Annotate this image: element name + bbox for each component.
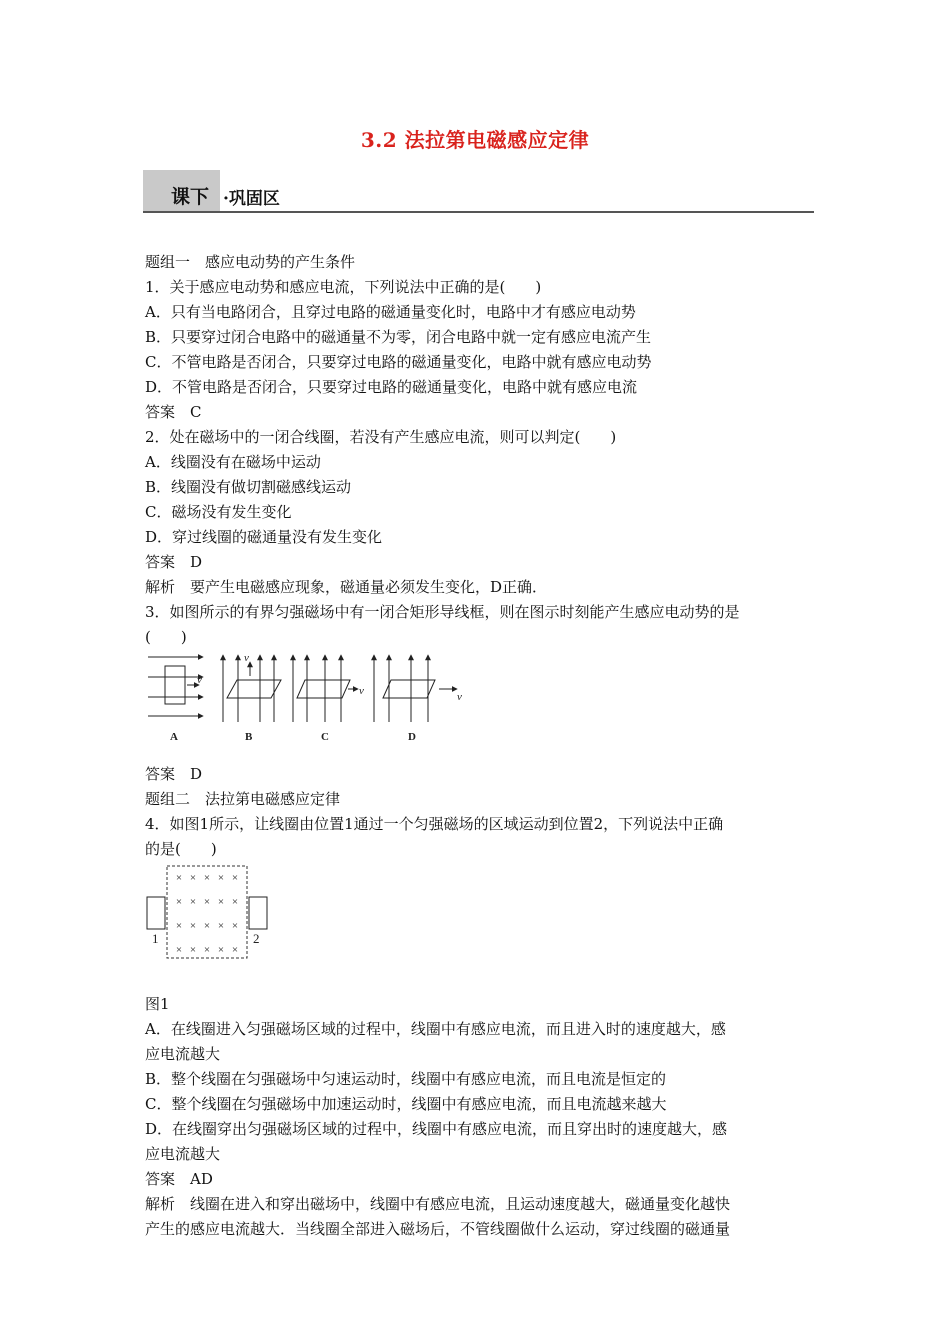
figure-3-label-d: D	[408, 731, 416, 743]
field-cross-icon: ×	[217, 920, 225, 932]
figure-3-option-c	[293, 655, 358, 722]
question-1-option-c: C．不管电路是否闭合，只要穿过电路的磁通量变化，电路中就有感应电动势	[145, 353, 652, 371]
question-1-option-b: B．只要穿过闭合电路中的磁通量不为零，闭合电路中就一定有感应电流产生	[145, 328, 652, 346]
field-cross-icon: ×	[203, 872, 211, 884]
page-title: 3.2 法拉第电磁感应定律	[360, 128, 590, 152]
field-cross-icon: ×	[175, 944, 183, 956]
figure-1-magnetic-field	[145, 864, 275, 964]
position-1-label: 1	[152, 931, 159, 946]
question-4-option-a-line-1: A．在线圈进入匀强磁场区域的过程中，线圈中有感应电流，而且进入时的速度越大，感	[145, 1020, 726, 1038]
exercise-content	[145, 250, 810, 1242]
field-cross-icon: ×	[189, 872, 197, 884]
field-cross-icon: ×	[217, 896, 225, 908]
figure-1-caption: 图1	[145, 995, 170, 1013]
figure-3-velocity-a: v	[197, 674, 202, 686]
question-1-option-d: D．不管电路是否闭合，只要穿过电路的磁通量变化，电路中就有感应电流	[145, 378, 638, 396]
question-2-option-a: A．线圈没有在磁场中运动	[145, 453, 321, 471]
field-cross-icon: ×	[189, 944, 197, 956]
field-cross-icon: ×	[189, 920, 197, 932]
question-1-option-a: A．只有当电路闭合，且穿过电路的磁通量变化时，电路中才有感应电动势	[145, 303, 636, 321]
figure-question-3	[145, 652, 475, 744]
field-cross-icon: ×	[175, 920, 183, 932]
figure-3-option-b	[223, 655, 281, 722]
section-header	[143, 170, 814, 214]
field-cross-icon: ×	[231, 944, 239, 956]
question-2: 2．处在磁场中的一闭合线圈，若没有产生感应电流，则可以判定( )	[145, 428, 617, 446]
question-4-line-2: 的是( )	[145, 840, 217, 858]
answer-2: 答案 D	[145, 553, 203, 571]
figure-3-velocity-b: v	[244, 652, 249, 664]
group-heading-1: 题组一 感应电动势的产生条件	[145, 253, 356, 271]
figure-3-option-d	[374, 655, 457, 722]
question-2-option-c: C．磁场没有发生变化	[145, 503, 292, 521]
explanation-4-line-2: 产生的感应电流越大．当线圈全部进入磁场后，不管线圈做什么运动，穿过线圈的磁通量	[145, 1220, 731, 1238]
question-4-line-1: 4．如图1所示，让线圈由位置1通过一个匀强磁场的区域运动到位置2，下列说法中正确	[145, 815, 724, 833]
question-4-option-c: C．整个线圈在匀强磁场中加速运动时，线圈中有感应电流，而且电流越来越大	[145, 1095, 667, 1113]
field-cross-icon: ×	[217, 872, 225, 884]
group-heading-2: 题组二 法拉第电磁感应定律	[145, 790, 341, 808]
question-3-line-2: ( )	[145, 628, 187, 646]
field-cross-icon: ×	[231, 896, 239, 908]
field-cross-icon: ×	[175, 872, 183, 884]
field-cross-icon: ×	[203, 944, 211, 956]
figure-3-label-a: A	[170, 731, 178, 743]
explanation-4-line-1: 解析 线圈在进入和穿出磁场中，线圈中有感应电流，且运动速度越大，磁通量变化越快	[145, 1195, 731, 1213]
field-cross-icon: ×	[175, 896, 183, 908]
explanation-2: 解析 要产生电磁感应现象，磁通量必须发生变化，D正确．	[145, 578, 548, 596]
answer-3: 答案 D	[145, 765, 203, 783]
section-divider	[143, 211, 814, 213]
question-1: 1．关于感应电动势和感应电流，下列说法中正确的是( )	[145, 278, 542, 296]
field-cross-icon: ×	[189, 896, 197, 908]
answer-1: 答案 C	[145, 403, 202, 421]
question-4-option-a-line-2: 应电流越大	[145, 1045, 221, 1063]
answer-4: 答案 AD	[145, 1170, 213, 1188]
question-2-option-d: D．穿过线圈的磁通量没有发生变化	[145, 528, 383, 546]
question-2-option-b: B．线圈没有做切割磁感线运动	[145, 478, 352, 496]
question-3-line-1: 3．如图所示的有界匀强磁场中有一闭合矩形导线框，则在图示时刻能产生感应电动势的是	[145, 603, 740, 621]
question-4-option-d-line-2: 应电流越大	[145, 1145, 221, 1163]
section-subtitle: ·巩固区	[223, 189, 280, 209]
figure-3-velocity-c: v	[359, 685, 364, 697]
field-cross-icon: ×	[231, 872, 239, 884]
question-4-option-b: B．整个线圈在匀强磁场中匀速运动时，线圈中有感应电流，而且电流是恒定的	[145, 1070, 667, 1088]
figure-3-option-a	[148, 657, 203, 716]
field-cross-icon: ×	[231, 920, 239, 932]
figure-3-label-b: B	[245, 731, 253, 743]
section-title: 课下	[171, 186, 210, 208]
figure-3-label-c: C	[321, 731, 329, 743]
question-4-option-d-line-1: D．在线圈穿出匀强磁场区域的过程中，线圈中有感应电流，而且穿出时的速度越大，感	[145, 1120, 728, 1138]
figure-3-velocity-d: v	[457, 691, 462, 703]
position-2-label: 2	[253, 931, 260, 946]
field-cross-icon: ×	[203, 920, 211, 932]
field-cross-icon: ×	[217, 944, 225, 956]
field-cross-icon: ×	[203, 896, 211, 908]
